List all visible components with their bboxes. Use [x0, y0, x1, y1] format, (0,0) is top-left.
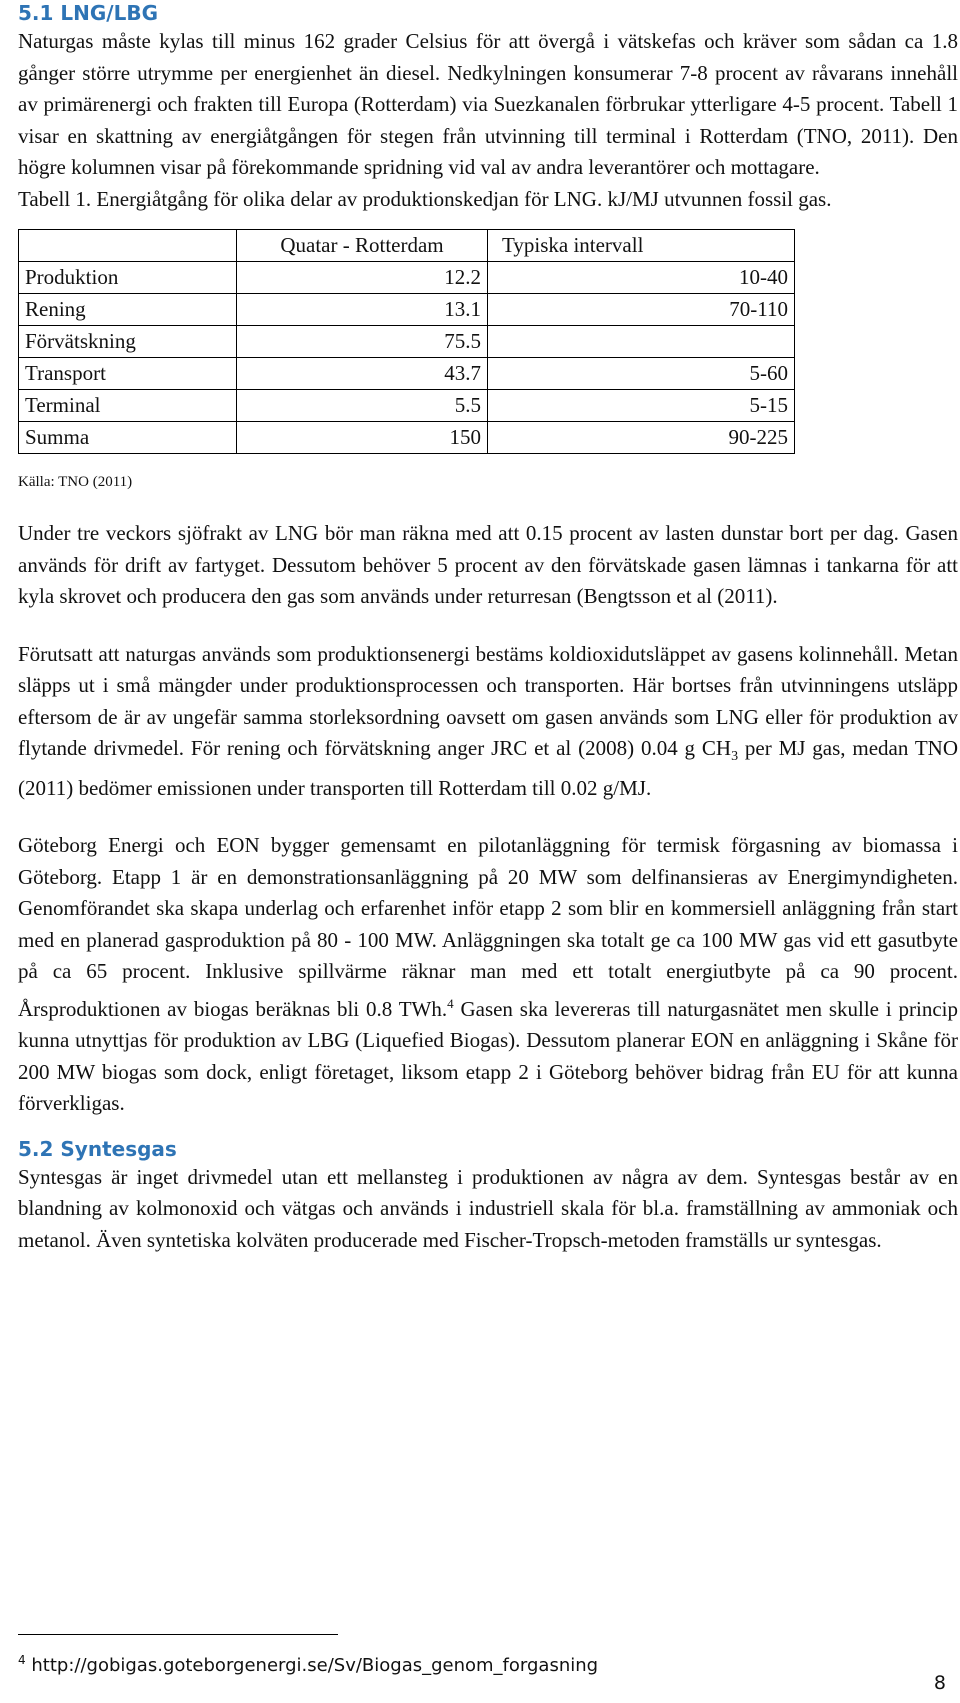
- row-label: Summa: [19, 422, 237, 454]
- table-row: [19, 358, 795, 390]
- footnote-link[interactable]: http://gobigas.goteborgenergi.se/Sv/Biogas_genom_forgasning: [31, 1655, 599, 1676]
- row-value: 5.5: [237, 390, 488, 422]
- table-row: [19, 326, 795, 358]
- table-header-cell: Typiska intervall: [488, 230, 795, 262]
- intro-paragraph: Naturgas måste kylas till minus 162 grader Celsius för att övergå i vätskefas och kräver som sådan ca 1.8 gånger större utrymme per energienhet än diesel. Nedkylningen konsumerar 7-8 procent av råvarans innehåll av primärenergi och frakten till Europa (Rotterdam) via Suezkanalen förbrukar ytterligare 4-5 procent. Tabell 1 visar en skattning av energiåtgången för stegen från utvinning till terminal i Rotterdam (TNO, 2011). Den högre kolumnen visar på förekommande spridning vid val av andra leverantörer och mottagare.: [18, 29, 958, 179]
- energy-table: [18, 229, 795, 454]
- footnote-ref[interactable]: 4: [447, 995, 454, 1011]
- paragraph-shipping: Under tre veckors sjöfrakt av LNG bör man räkna med att 0.15 procent av lasten dunstar bort per dag. Gasen används för drift av fartyget. Dessutom behöver 5 procent av den förvätskade gasen lämnas i tankarna för att kyla skrovet och producera den gas som används under returresan (Bengtsson et al (2011).: [18, 521, 958, 608]
- footnote: [18, 1648, 598, 1678]
- row-value: 150: [237, 422, 488, 454]
- table-row: [19, 262, 795, 294]
- paragraph-text: per MJ gas, medan TNO (2011) bedömer emissionen under transporten till Rotterdam till 0.02 g/MJ.: [18, 736, 958, 800]
- row-label: Produktion: [19, 262, 237, 294]
- row-label: Rening: [19, 294, 237, 326]
- table-header-cell: Quatar - Rotterdam: [237, 230, 488, 262]
- table-header-cell: [19, 230, 237, 262]
- paragraph-text: Förutsatt att naturgas används som produktionsenergi bestäms koldioxidutsläppet av gasens kolinnehåll. Metan släpps ut i små mängder under produktionsprocessen och transporten. Här bortses från utvinningens utsläpp eftersom de är av ungefär samma storleksordning oavsett om gasen används som LNG eller för produktion av flytande drivmedel. För rening och förvätskning anger JRC et al (2008) 0.04 g CH: [18, 641, 958, 760]
- row-label: Transport: [19, 358, 237, 390]
- paragraph-emissions: [18, 639, 958, 805]
- paragraph-text: Gasen ska levereras till naturgasnätet men skulle i princip kunna utnyttjas för produktion av LBG (Liquefied Biogas). Dessutom planerar EON en anläggning i Skåne för 200 MW biogas som dock, enligt företaget, liksom etapp 2 i Göteborg behöver bidrag från EU för att kunna förverkligas.: [18, 996, 959, 1116]
- subscript: 3: [731, 749, 739, 765]
- row-value: 12.2: [237, 262, 488, 294]
- paragraph-syntesgas: Syntesgas är inget drivmedel utan ett mellansteg i produktionen av några av dem. Syntesgas består av en blandning av kolmonoxid och vätgas och används i industriell skala för bl.a. framställning av ammoniak och metanol. Även syntetiska kolväten producerade med Fischer-Tropsch-metoden framställs ur syntesgas.: [18, 1164, 958, 1252]
- row-range: [488, 326, 795, 358]
- footnote-number: 4: [18, 1653, 26, 1667]
- row-range: 5-15: [488, 390, 795, 422]
- document-page: [18, 0, 958, 1256]
- row-value: 13.1: [237, 294, 488, 326]
- table-source: Källa: TNO (2011): [18, 474, 133, 490]
- row-value: 75.5: [237, 326, 488, 358]
- section-heading-syntesgas: 5.2 Syntesgas: [18, 1136, 177, 1161]
- page-number: 8: [933, 1672, 946, 1694]
- section-heading-lng-lbg: 5.1 LNG/LBG: [18, 1, 158, 25]
- row-range: 5-60: [488, 358, 795, 390]
- row-label: Terminal: [19, 390, 237, 422]
- table-caption: Tabell 1. Energiåtgång för olika delar av produktionskedjan för LNG. kJ/MJ utvunnen fossil gas.: [18, 186, 832, 211]
- paragraph-gobigas: [18, 830, 958, 1120]
- table-row-total: [19, 422, 795, 454]
- table-header-row: [19, 230, 795, 262]
- table-row: [19, 390, 795, 422]
- row-range: 90-225: [488, 422, 795, 454]
- paragraph-text: Göteborg Energi och EON bygger gemensamt en pilotanläggning för termisk förgasning av biomassa i Göteborg. Etapp 1 är en demonstrationsanläggning på 20 MW som delfinansieras av Energimyndigheten. Genomförandet ska skapa underlag och erfarenhet inför etapp 2 som blir en kommersiell anläggning från start med en planerad gasproduktion på 80 - 100 MW. Anläggningen ska totalt ge ca 100 MW gas vid ett gasutbyte på ca 65 procent. Inklusive spillvärme räknar man med ett totalt energiutbyte på ca 90 procent. Årsproduktionen av biogas beräknas bli 0.8 TWh.: [18, 833, 958, 1021]
- row-range: 70-110: [488, 294, 795, 326]
- row-range: 10-40: [488, 262, 795, 294]
- footnote-divider: [18, 1634, 338, 1635]
- row-label: Förvätskning: [19, 326, 237, 358]
- table-row: [19, 294, 795, 326]
- row-value: 43.7: [237, 358, 488, 390]
